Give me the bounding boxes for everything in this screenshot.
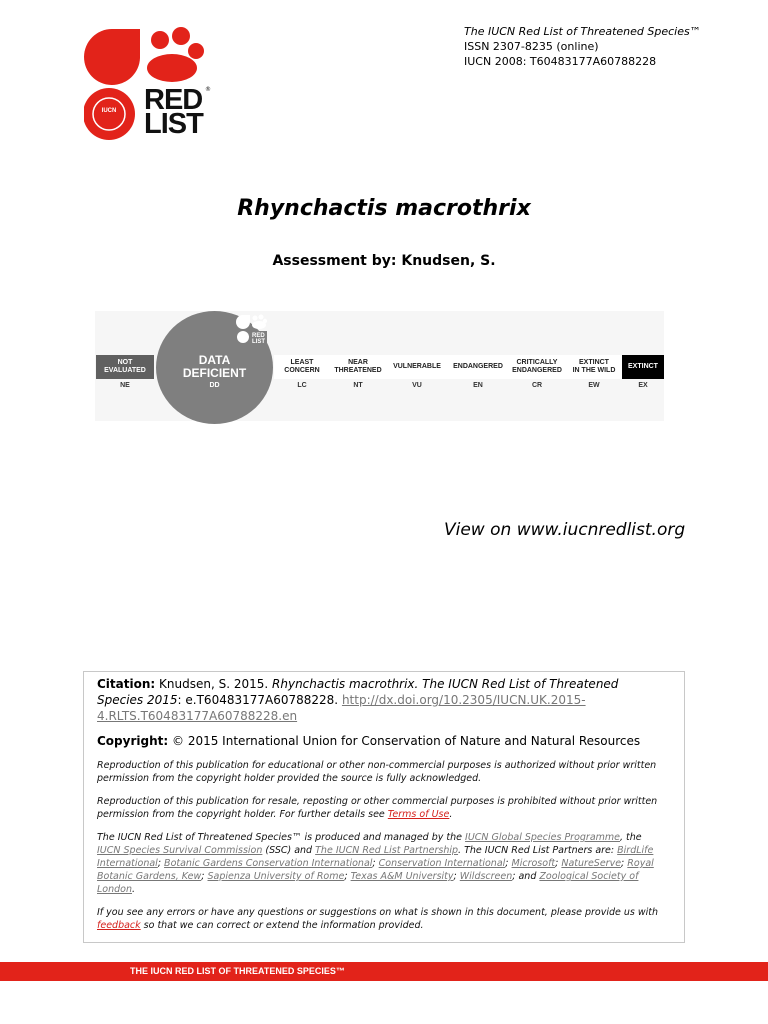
abbr-cr: CR [531,382,543,389]
footer-bar [0,962,768,981]
partners-text: The IUCN Red List of Threatened Species™ is produced and managed by the IUCN Global Species Programme, the IUCN Species Survival Commission (SSC) and The IUCN Red List Partnership. The IUCN Red List Partners are: BirdLife International; Botanic Gardens Conservation International; Conservation International; Microsoft; NatureServe; Royal Botanic Gardens, Kew; Sapienza University of Rome; Texas A&M University; Wildscreen; and Zoological Society of London. [97,832,654,895]
logo-red: RED [144,84,203,116]
category-ne: NOT EVALUATED [96,355,154,379]
link-zsl[interactable]: Zoological Society of London [97,871,639,895]
logo-wordmark [144,84,203,140]
link-conservation-international[interactable]: Conservation International [378,858,506,869]
category-nt: NEAR THREATENED [330,355,386,379]
assessment-by: Assessment by: Knudsen, S. [272,253,496,269]
link-texas-am[interactable]: Texas A&M University [350,871,454,882]
copyright: Copyright: © 2015 International Union for Conservation of Nature and Natural Resources [97,734,641,748]
current-status-label: DATA DEFICIENT [182,353,247,380]
species-name: Rhynchactis macrothrix [237,196,531,221]
header-meta [464,24,701,69]
terms-of-use-link[interactable]: Terms of Use [387,809,450,820]
category-ew: EXTINCT IN THE WILD [566,355,622,379]
link-species-survival-commission[interactable]: IUCN Species Survival Commission [97,845,263,856]
link-kew[interactable]: Royal Botanic Gardens, Kew [97,858,654,882]
svg-text:RED: RED [252,333,265,339]
abbr-nt: NT [353,382,363,389]
registered-mark: ® [205,86,211,93]
link-birdlife[interactable]: BirdLife International [97,845,654,869]
abbr-ne: NE [120,382,130,389]
reproduction-commercial: Reproduction of this publication for resale, reposting or other commercial purposes is prohibited without prior written permission from the copyright holder. For further details see Terms of Use. [97,796,658,820]
abbr-lc: LC [297,382,307,389]
feedback-link[interactable]: feedback [97,920,141,931]
link-global-species-programme[interactable]: IUCN Global Species Programme [465,832,621,843]
publication-title: The IUCN Red List of Threatened Species™ [464,25,701,38]
category-vu: VULNERABLE [386,355,448,379]
abbr-ew: EW [588,382,600,389]
link-microsoft[interactable]: Microsoft [511,858,556,869]
iucn-id: IUCN 2008: T60483177A60788228 [464,55,657,68]
logo-list: LIST [144,108,203,140]
category-lc: LEAST CONCERN [274,355,330,379]
link-wildscreen[interactable]: Wildscreen [459,871,513,882]
abbr-en: EN [473,382,483,389]
link-natureserve[interactable]: NatureServe [561,858,622,869]
current-status-abbr: DD [209,382,220,389]
citation-box [83,671,685,943]
mini-red-list-logo-icon [236,314,272,346]
footer-text: THE IUCN RED LIST OF THREATENED SPECIES™ [130,966,345,976]
link-bgci[interactable]: Botanic Gardens Conservation International [164,858,373,869]
view-on-website-link[interactable]: View on www.iucnredlist.org [444,520,686,540]
link-sapienza[interactable]: Sapienza University of Rome [207,871,345,882]
iucn-badge: IUCN [101,108,117,114]
reproduction-noncommercial: Reproduction of this publication for educational or other non-commercial purposes is authorized without prior written permission from the copyright holder provided the source is fully acknowledged. [97,760,657,784]
issn: ISSN 2307-8235 (online) [464,40,599,53]
category-ex: EXTINCT [622,355,664,379]
link-red-list-partnership[interactable]: The IUCN Red List Partnership [315,845,459,856]
abbr-vu: VU [412,382,422,389]
category-en: ENDANGERED [448,355,508,379]
feedback-text: If you see any errors or have any questions or suggestions on what is shown in this document, please provide us with feedback so that we can correct or extend the information provided. [97,907,659,931]
category-cr: CRITICALLY ENDANGERED [508,355,566,379]
doi-link[interactable]: http://dx.doi.org/10.2305/IUCN.UK.2015-4.RLTS.T60483177A60788228.en [97,693,586,723]
svg-text:LIST: LIST [252,339,265,345]
abbr-ex: EX [638,382,648,389]
citation: Citation: Knudsen, S. 2015. Rhynchactis macrothrix. The IUCN Red List of Threatened Species 2015: e.T60483177A60788228. http://dx.doi.org/10.2305/IUCN.UK.2015-4.RLTS.T60483177A60788228.en [97,677,619,723]
